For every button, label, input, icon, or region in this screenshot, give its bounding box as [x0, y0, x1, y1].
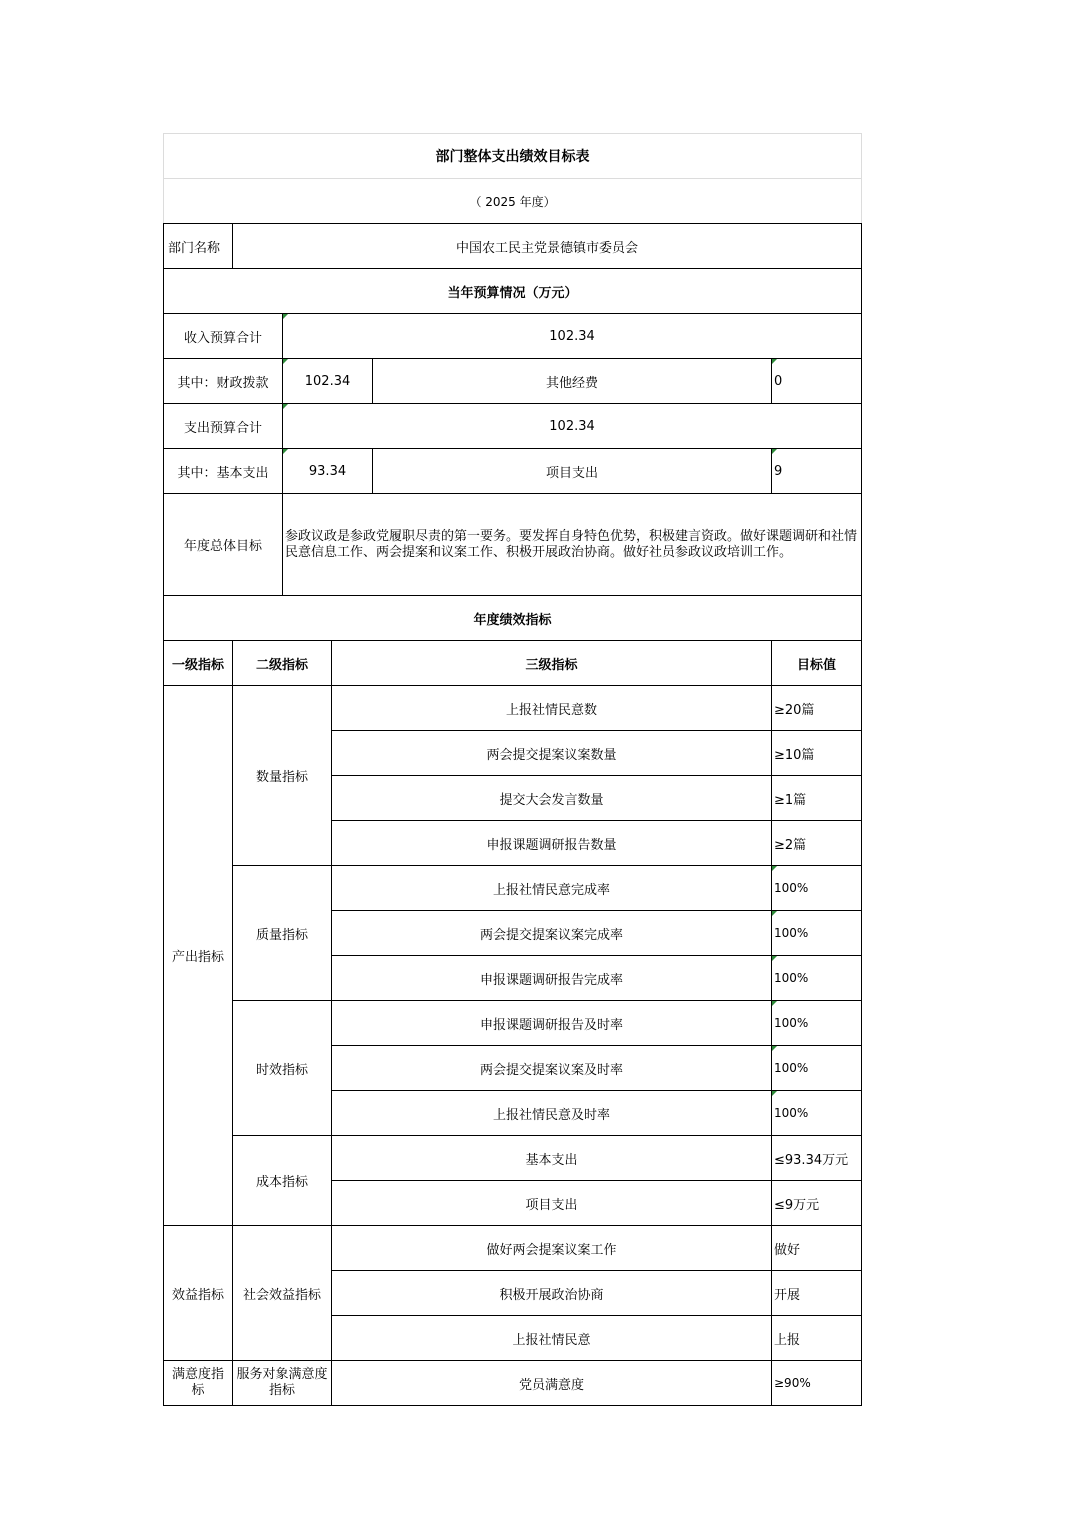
fiscal-value: 102.34	[283, 359, 373, 404]
basic-label: 其中：基本支出	[164, 449, 283, 494]
other-value: 0	[772, 359, 862, 404]
basic-row	[164, 449, 862, 494]
level3-name: 提交大会发言数量	[332, 776, 772, 821]
level2-cost: 成本指标	[233, 1136, 332, 1226]
table-title: 部门整体支出绩效目标表	[164, 134, 862, 179]
fiscal-label: 其中：财政拨款	[164, 359, 283, 404]
level3-name: 做好两会提案议案工作	[332, 1226, 772, 1271]
target-value: 100%	[772, 911, 862, 956]
year-line: （ 2025 年度）	[164, 179, 862, 224]
level2-quality: 质量指标	[233, 866, 332, 1001]
performance-target-sheet	[163, 133, 861, 1406]
level3-name: 党员满意度	[332, 1361, 772, 1406]
level3-name: 项目支出	[332, 1181, 772, 1226]
level1-satisfaction: 满意度指标	[164, 1361, 233, 1406]
expense-total-row	[164, 404, 862, 449]
table-row	[164, 1136, 862, 1181]
target-value: 上报	[772, 1316, 862, 1361]
header-level1: 一级指标	[164, 641, 233, 686]
basic-value: 93.34	[283, 449, 373, 494]
target-value: 100%	[772, 1091, 862, 1136]
goal-text: 参政议政是参政党履职尽责的第一要务。要发挥自身特色优势，积极建言资政。做好课题调研和社情民意信息工作、两会提案和议案工作、积极开展政治协商。做好社员参政议政培训工作。	[283, 494, 862, 596]
target-value: ≤9万元	[772, 1181, 862, 1226]
budget-section-title: 当年预算情况（万元）	[164, 269, 862, 314]
level2-service-satisfaction: 服务对象满意度指标	[233, 1361, 332, 1406]
level3-name: 上报社情民意及时率	[332, 1091, 772, 1136]
level3-name: 基本支出	[332, 1136, 772, 1181]
table-row	[164, 1361, 862, 1406]
income-total-label: 收入预算合计	[164, 314, 283, 359]
expense-total-label: 支出预算合计	[164, 404, 283, 449]
other-label: 其他经费	[373, 359, 772, 404]
table-row	[164, 866, 862, 911]
target-value: ≥1篇	[772, 776, 862, 821]
target-value: 100%	[772, 1001, 862, 1046]
target-value: 开展	[772, 1271, 862, 1316]
level3-name: 两会提交提案议案数量	[332, 731, 772, 776]
header-level2: 二级指标	[233, 641, 332, 686]
table-row	[164, 686, 862, 731]
level3-name: 上报社情民意	[332, 1316, 772, 1361]
expense-total-value: 102.34	[283, 404, 862, 449]
target-value: 做好	[772, 1226, 862, 1271]
level3-name: 积极开展政治协商	[332, 1271, 772, 1316]
dept-value: 中国农工民主党景德镇市委员会	[233, 224, 862, 269]
indicator-section-row	[164, 596, 862, 641]
budget-section-row	[164, 269, 862, 314]
header-target: 目标值	[772, 641, 862, 686]
indicator-section-title: 年度绩效指标	[164, 596, 862, 641]
performance-table	[163, 133, 862, 1406]
year-row	[164, 179, 862, 224]
level2-social-benefit: 社会效益指标	[233, 1226, 332, 1361]
target-value: ≤93.34万元	[772, 1136, 862, 1181]
target-value: ≥90%	[772, 1361, 862, 1406]
dept-row	[164, 224, 862, 269]
target-value: ≥10篇	[772, 731, 862, 776]
project-value: 9	[772, 449, 862, 494]
goal-label: 年度总体目标	[164, 494, 283, 596]
level3-name: 两会提交提案议案及时率	[332, 1046, 772, 1091]
level3-name: 申报课题调研报告数量	[332, 821, 772, 866]
goal-row	[164, 494, 862, 596]
level1-output: 产出指标	[164, 686, 233, 1226]
level3-name: 申报课题调研报告完成率	[332, 956, 772, 1001]
fiscal-row	[164, 359, 862, 404]
level3-name: 上报社情民意数	[332, 686, 772, 731]
level2-timeliness: 时效指标	[233, 1001, 332, 1136]
level3-name: 申报课题调研报告及时率	[332, 1001, 772, 1046]
income-total-row	[164, 314, 862, 359]
table-row	[164, 1226, 862, 1271]
table-row	[164, 1001, 862, 1046]
header-level3: 三级指标	[332, 641, 772, 686]
target-value: 100%	[772, 1046, 862, 1091]
level2-quantity: 数量指标	[233, 686, 332, 866]
target-value: 100%	[772, 866, 862, 911]
target-value: ≥2篇	[772, 821, 862, 866]
income-total-value: 102.34	[283, 314, 862, 359]
target-value: ≥20篇	[772, 686, 862, 731]
indicator-header-row	[164, 641, 862, 686]
project-label: 项目支出	[373, 449, 772, 494]
level3-name: 上报社情民意完成率	[332, 866, 772, 911]
level1-benefit: 效益指标	[164, 1226, 233, 1361]
target-value: 100%	[772, 956, 862, 1001]
level3-name: 两会提交提案议案完成率	[332, 911, 772, 956]
title-row	[164, 134, 862, 179]
dept-label: 部门名称	[164, 224, 233, 269]
